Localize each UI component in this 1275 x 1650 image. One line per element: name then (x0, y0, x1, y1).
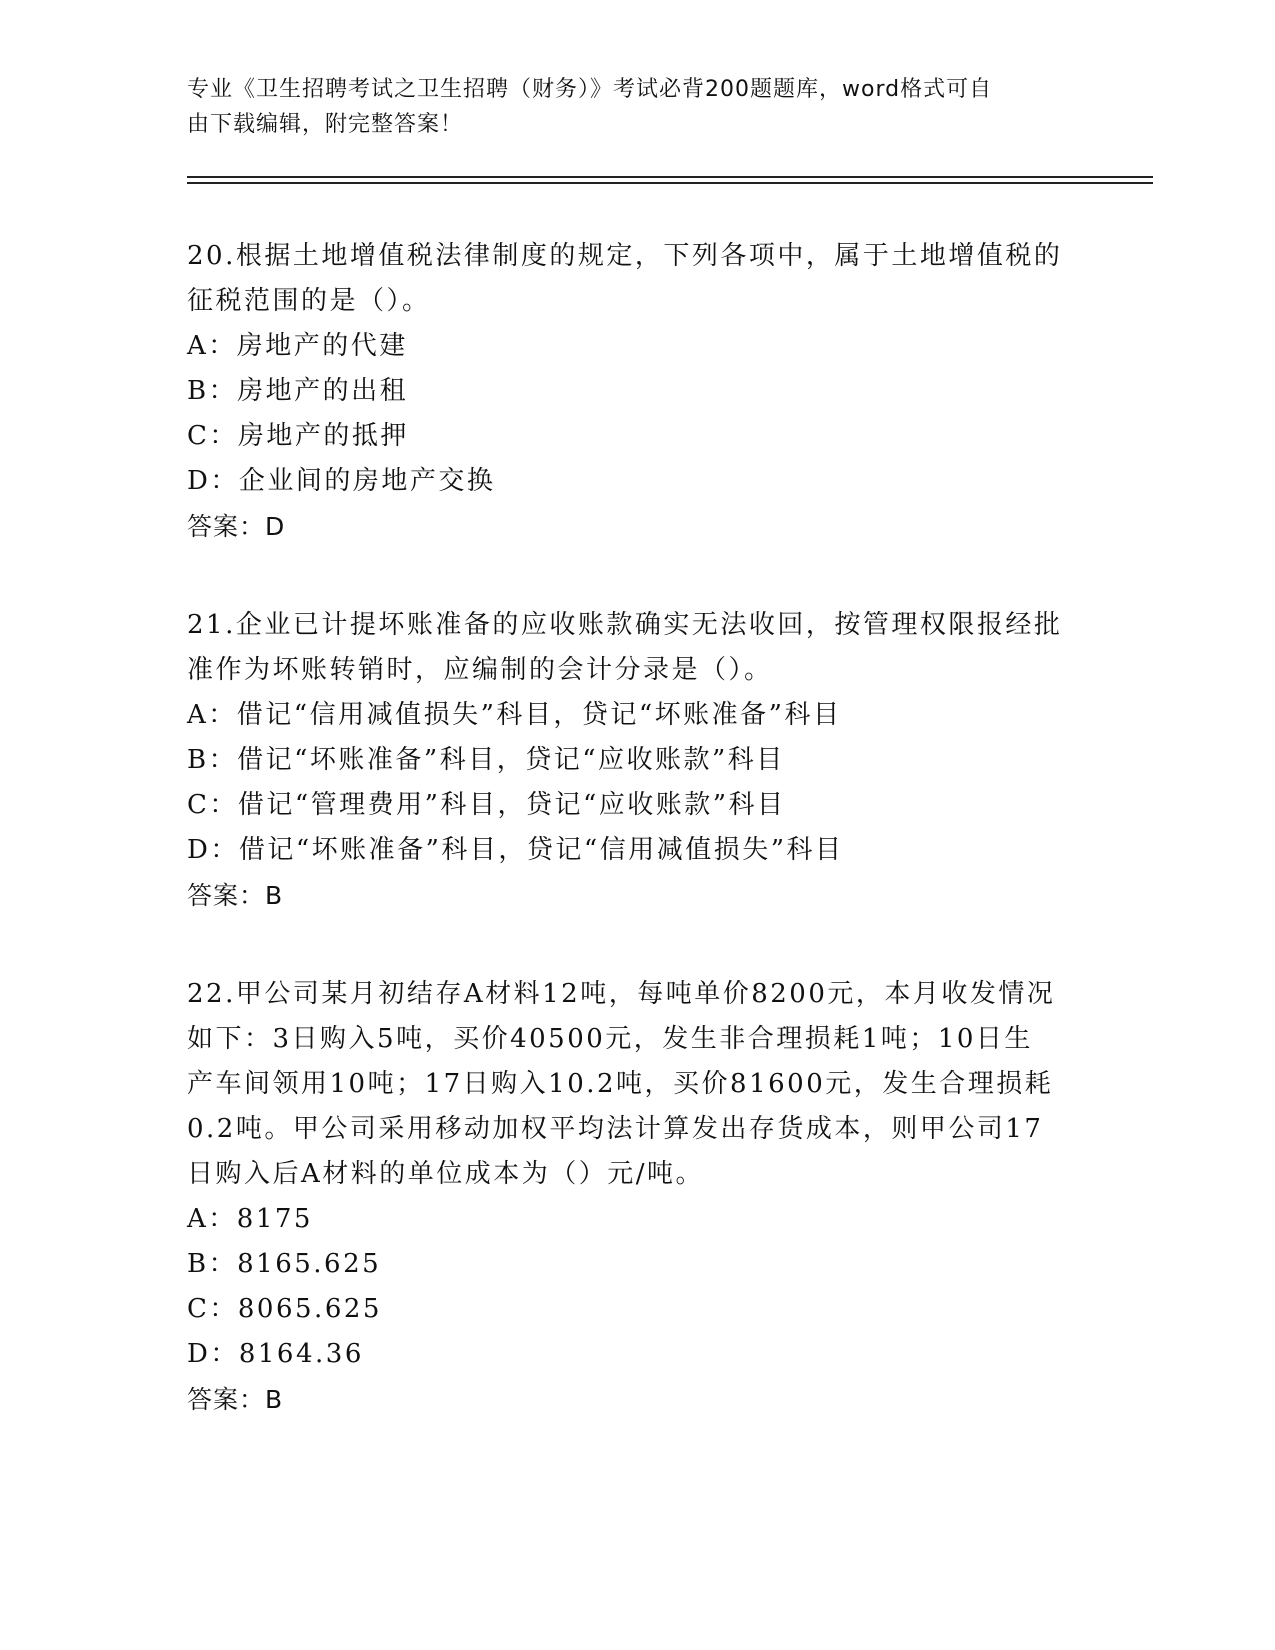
option-a: A：8175 (187, 1204, 313, 1234)
option-a: A：借记“信用减值损失”科目，贷记“坏账准备”科目 (187, 700, 842, 730)
question-stem-line: 征税范围的是（）。 (187, 286, 431, 316)
answer-line: 答案：D (187, 512, 286, 541)
option-b: B：8165.625 (187, 1249, 382, 1279)
question-stem-line: 准作为坏账转销时，应编制的会计分录是（）。 (187, 655, 773, 685)
option-c: C：8065.625 (187, 1294, 382, 1324)
option-a: A：房地产的代建 (187, 331, 408, 361)
answer-line: 答案：B (187, 881, 284, 910)
header-divider-top (187, 176, 1153, 178)
question-20 (187, 234, 1087, 549)
option-b: B：借记“坏账准备”科目，贷记“应收账款”科目 (187, 745, 785, 775)
option-d: D：8164.36 (187, 1339, 364, 1369)
question-22 (187, 972, 1087, 1422)
answer-line: 答案：B (187, 1385, 284, 1414)
question-stem-line: 0.2吨。甲公司采用移动加权平均法计算发出存货成本，则甲公司17 (187, 1114, 1044, 1144)
question-21 (187, 603, 1087, 918)
option-c: C：借记“管理费用”科目，贷记“应收账款”科目 (187, 790, 786, 820)
header-line-2: 由下载编辑，附完整答案！ (187, 112, 464, 137)
option-d: D：企业间的房地产交换 (187, 466, 496, 496)
option-b: B：房地产的出租 (187, 376, 409, 406)
question-stem-line: 21.企业已计提坏账准备的应收账款确实无法收回，按管理权限报经批 (187, 610, 1063, 640)
document-header (187, 72, 1077, 142)
question-stem-line: 22.甲公司某月初结存A材料12吨，每吨单价8200元，本月收发情况 (187, 979, 1056, 1009)
header-divider-bottom (187, 182, 1153, 184)
question-stem-line: 产车间领用10吨；17日购入10.2吨，买价81600元，发生合理损耗 (187, 1069, 1054, 1099)
header-line-1: 专业《卫生招聘考试之卫生招聘（财务）》考试必背200题题库，word格式可自 (187, 77, 993, 102)
question-stem-line: 日购入后A材料的单位成本为（）元/吨。 (187, 1159, 705, 1189)
question-stem-line: 20.根据土地增值税法律制度的规定，下列各项中，属于土地增值税的 (187, 241, 1063, 271)
option-d: D：借记“坏账准备”科目，贷记“信用减值损失”科目 (187, 835, 844, 865)
question-stem-line: 如下：3日购入5吨，买价40500元，发生非合理损耗1吨；10日生 (187, 1024, 1033, 1054)
question-list (187, 234, 1087, 1476)
option-c: C：房地产的抵押 (187, 421, 409, 451)
